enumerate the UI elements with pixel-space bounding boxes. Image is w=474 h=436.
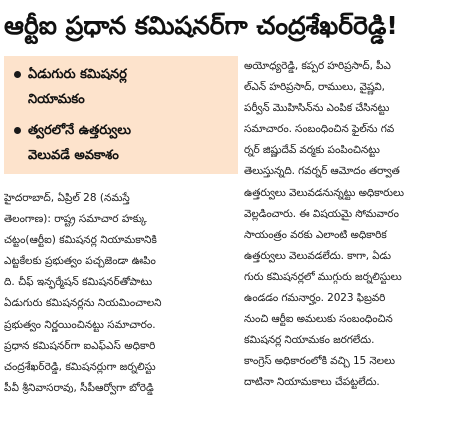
bullet-icon [14, 127, 21, 134]
text-line: తెలుస్తున్నది. గవర్నర్ ఆమోదం తర్వాత [244, 165, 400, 178]
text-line: ది. చీఫ్ ఇన్ఫర్మేషన్ కమిషనర్‌తోపాటు [4, 276, 153, 289]
text-line: కాంగ్రెస్ అధికారంలోకి వచ్చి 15 నెలలు [244, 355, 395, 368]
headline: ఆర్టీఐ ప్రధాన కమిషనర్‌గా చంద్రశేఖర్‌రెడ్డి! [4, 11, 398, 40]
left-body-text [4, 188, 238, 399]
highlight-item [14, 62, 232, 112]
text-line: ఎట్టకేలకు ప్రభుత్వం పచ్చజెండా ఊపిం [4, 255, 156, 268]
text-line: అయోధ్యరెడ్డి, కప్పర హరిప్రసాద్, పీఎ [244, 60, 391, 72]
text-line: ఏడుగురు కమిషనర్లను నియమించాలని [4, 297, 162, 310]
highlight-line: నియామకం [28, 92, 85, 107]
left-column [4, 56, 238, 399]
text-line: సాయంత్రం వరకు ఎలాంటి అధికారిక [244, 228, 387, 241]
highlight-item [14, 118, 232, 168]
text-line: ప్రధాన కమిషనర్‌గా ఐఎఫ్ఎస్ అధికారి [4, 339, 156, 352]
highlight-line: ఏడుగురు కమిషనర్ల [28, 67, 127, 82]
highlight-line: త్వరలోనే ఉత్తర్వులు [28, 123, 131, 138]
text-line: ర్నర్ జిష్ణుదేవ్ వర్మకు పంపించినట్టు [244, 144, 380, 157]
highlight-line: వెలువడే అవకాశం [28, 148, 119, 163]
highlights-box [4, 56, 238, 174]
text-line: ఉత్తర్వులు వెలువడనున్నట్టు అధికారులు [244, 186, 404, 199]
text-line: కమిషనర్ల నియామకం జరగలేదు. [244, 334, 375, 347]
text-line: నుంచి ఆర్టీఐ అమలుకు సంబంధించిన [244, 313, 393, 326]
right-body-text [244, 56, 472, 394]
text-line: ఉండడం గమనార్హం. 2023 ఫిబ్రవరి [244, 292, 386, 305]
text-line: దాటినా నియామకాలు చేపట్టలేదు. [244, 376, 380, 389]
text-line: చట్టం(ఆర్టీఐ) కమిషనర్ల నియామకానికి [4, 234, 157, 247]
text-line: ల్‌ఎన్ హరిప్రసాద్, రాములు, వైష్ణవి, [244, 81, 385, 94]
right-column [244, 56, 472, 394]
text-line: సమాచారం. సంబంధించిన ఫైల్‌ను గవ [244, 123, 395, 136]
text-line: ప్రభుత్వం నిర్ణయించినట్టు సమాచారం. [4, 318, 156, 331]
text-line: హైదరాబాద్, ఏప్రిల్ 28 (నమస్తే [4, 192, 130, 204]
text-line: ఉత్తర్వులు వెలువడలేదు. కాగా, ఏడు [244, 249, 391, 262]
text-line: చంద్రశేఖర్‌రెడ్డి, కమిషనర్లుగా జర్నలిస్టు [4, 360, 156, 373]
bullet-icon [14, 71, 21, 78]
text-line: వెల్లడించారు. ఈ విషయమై సోమవారం [244, 207, 399, 220]
text-line: గురు కమిషనర్లలో ముగ్గురు జర్నలిస్టులు [244, 270, 402, 283]
text-line: తెలంగాణ): రాష్ట్ర సమాచార హక్కు [4, 213, 147, 226]
text-line: పీవీ శ్రీనివాసరావు, సీపీఆర్వోగా బోరెడ్డి [4, 381, 154, 394]
text-line: పర్వీన్ మొహిసిన్‌ను ఎంపిక చేసినట్టు [244, 102, 390, 115]
